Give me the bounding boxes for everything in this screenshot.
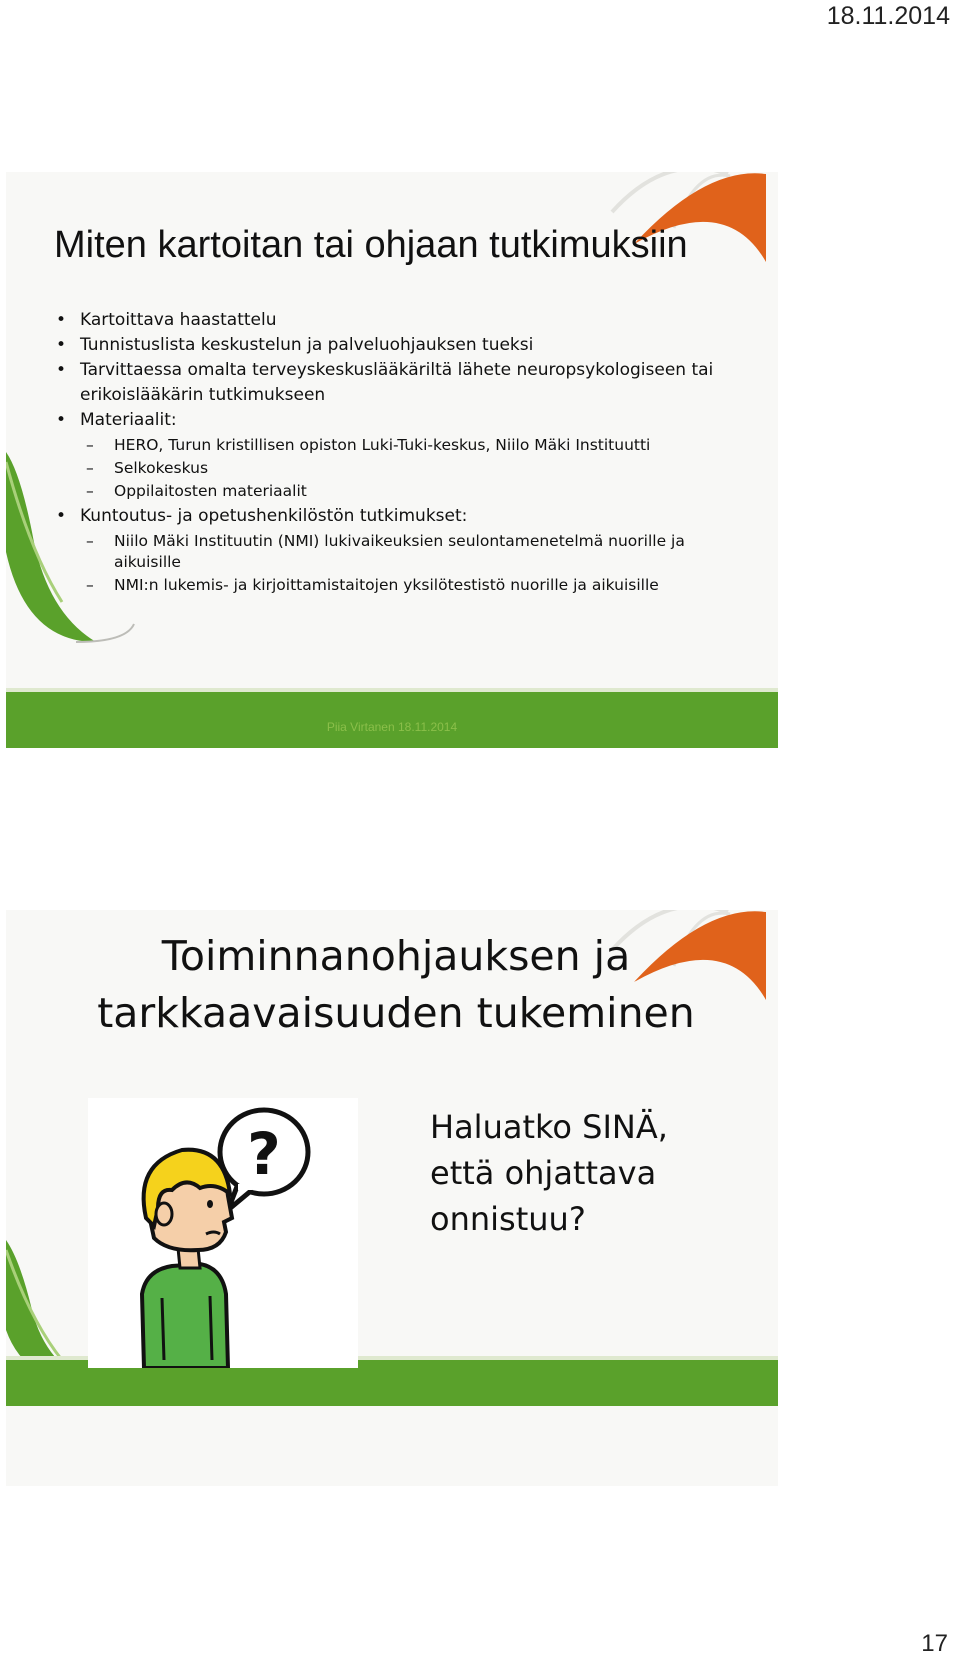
page-date: 18.11.2014 xyxy=(826,2,950,30)
slide-1 xyxy=(6,172,778,748)
sub-list-item: – Selkokeskus xyxy=(80,458,754,479)
text-line: että ohjattava xyxy=(430,1154,657,1192)
list-item: • Tunnistuslista keskustelun ja palveluohjauksen tueksi xyxy=(54,333,754,358)
person-question-illustration xyxy=(88,1098,358,1368)
slide-footer: Piia Virtanen 18.11.2014 xyxy=(326,720,458,734)
page-number: 17 xyxy=(921,1630,948,1657)
list-item xyxy=(54,408,754,502)
sub-list-item: – NMI:n lukemis- ja kirjoittamistaitojen yksilötestistö nuorille ja aikuisille xyxy=(80,575,754,596)
sub-list-item: – Oppilaitosten materiaalit xyxy=(80,481,754,502)
sub-list-item: – HERO, Turun kristillisen opiston Luki-Tuki-keskus, Niilo Mäki Instituutti xyxy=(80,435,754,456)
slide-2-title xyxy=(46,928,746,1042)
sub-list xyxy=(80,531,754,596)
list-item xyxy=(54,504,754,596)
text-line: Haluatko SINÄ, xyxy=(430,1108,668,1146)
text-line: onnistuu? xyxy=(430,1200,586,1238)
slide-1-bullet-list xyxy=(54,308,754,598)
list-item-label: Kuntoutus- ja opetushenkilöstön tutkimukset: xyxy=(80,506,468,526)
title-line: Toiminnanohjauksen ja xyxy=(161,932,631,980)
list-item-label: Materiaalit: xyxy=(80,410,177,430)
title-line: tarkkaavaisuuden tukeminen xyxy=(97,989,695,1037)
list-item: • Kartoittava haastattelu xyxy=(54,308,754,333)
question-mark: ? xyxy=(247,1120,281,1188)
slide-1-title: Miten kartoitan tai ohjaan tutkimuksiin xyxy=(54,224,688,266)
sub-list-item: – Niilo Mäki Instituutin (NMI) lukivaikeuksien seulontamenetelmä nuorille ja aikuisille xyxy=(80,531,754,573)
list-item: • Tarvittaessa omalta terveyskeskuslääkäriltä lähete neuropsykologiseen tai erikoislääkärin tutkimukseen xyxy=(54,358,754,408)
sub-list xyxy=(80,435,754,502)
slide-2 xyxy=(6,910,778,1486)
slide-2-question-text xyxy=(430,1104,730,1242)
